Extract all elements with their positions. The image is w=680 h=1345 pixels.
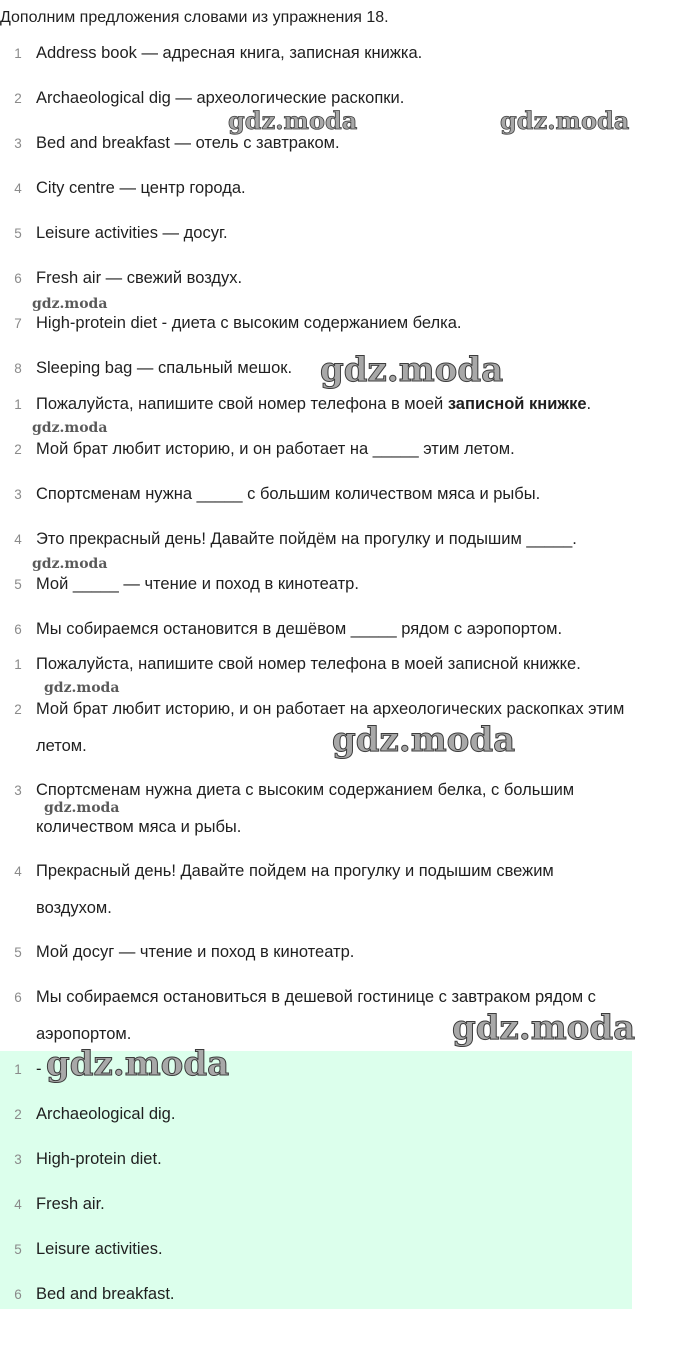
watermark: gdz.moda bbox=[228, 106, 358, 135]
item-text bbox=[36, 386, 676, 423]
list-item bbox=[0, 1231, 676, 1276]
item-text-bold: записной книжке bbox=[447, 395, 587, 413]
item-number: 7 bbox=[14, 316, 22, 331]
item-text: High-protein diet - диета с высоким содержанием белка. bbox=[36, 314, 462, 332]
item-text-line1: Спортсменам нужна диета с высоким содержанием белка, с большим bbox=[36, 781, 575, 799]
watermark: gdz.moda bbox=[452, 1008, 636, 1048]
completed-sentences-list bbox=[0, 646, 676, 1060]
list-item bbox=[0, 566, 676, 611]
item-number: 4 bbox=[14, 181, 22, 196]
item-text: Fresh air — свежий воздух. bbox=[36, 269, 243, 287]
item-number: 2 bbox=[14, 702, 22, 717]
item-text: Это прекрасный день! Давайте пойдём на прогулку и подышим _____. bbox=[36, 530, 577, 548]
list-item bbox=[0, 35, 676, 80]
item-number: 1 bbox=[14, 46, 22, 61]
item-number: 5 bbox=[14, 577, 22, 592]
list-item bbox=[0, 431, 676, 476]
list-item bbox=[0, 215, 676, 260]
item-text: Спортсменам нужна _____ с большим количеством мяса и рыбы. bbox=[36, 485, 541, 503]
answers-list bbox=[0, 1051, 676, 1321]
phrases-list bbox=[0, 35, 676, 395]
item-text: Пожалуйста, напишите свой номер телефона в моей записной книжке. bbox=[36, 655, 581, 673]
watermark: gdz.moda bbox=[500, 106, 630, 135]
item-text: Мой брат любит историю, и он работает на археологических раскопках этим летом. bbox=[36, 700, 625, 755]
item-text: Bed and breakfast — отель с завтраком. bbox=[36, 134, 340, 152]
item-number: 4 bbox=[14, 864, 22, 879]
item-number: 6 bbox=[14, 990, 22, 1005]
item-number: 3 bbox=[14, 487, 22, 502]
item-text: Мой _____ — чтение и поход в кинотеатр. bbox=[36, 575, 359, 593]
watermark: gdz.moda bbox=[44, 680, 120, 696]
item-text: Archaeological dig — археологические раскопки. bbox=[36, 89, 405, 107]
item-number: 4 bbox=[14, 532, 22, 547]
watermark: gdz.moda bbox=[320, 350, 504, 390]
item-number: 2 bbox=[14, 442, 22, 457]
item-text: Archaeological dig. bbox=[36, 1105, 176, 1123]
item-number: 1 bbox=[14, 1062, 22, 1077]
list-item bbox=[0, 1096, 676, 1141]
watermark: gdz.moda bbox=[46, 1044, 230, 1084]
watermark: gdz.moda bbox=[44, 800, 120, 816]
item-text: Address book — адресная книга, записная книжка. bbox=[36, 44, 423, 62]
item-number: 5 bbox=[14, 1242, 22, 1257]
watermark: gdz.moda bbox=[32, 296, 108, 312]
item-text: Мы собираемся остановится в дешёвом _____ рядом с аэропортом. bbox=[36, 620, 563, 638]
item-text: Мы собираемся остановиться в дешевой гостинице с завтраком рядом с аэропортом. bbox=[36, 988, 596, 1043]
item-text: Leisure activities — досуг. bbox=[36, 224, 228, 242]
item-text: - bbox=[36, 1060, 42, 1078]
list-item bbox=[0, 476, 676, 521]
item-number: 1 bbox=[14, 397, 22, 412]
item-text: Прекрасный день! Давайте пойдем на прогулку и подышим свежим воздухом. bbox=[36, 862, 554, 917]
item-number: 6 bbox=[14, 622, 22, 637]
item-text: Sleeping bag — спальный мешок. bbox=[36, 359, 293, 377]
item-number: 3 bbox=[14, 136, 22, 151]
item-text: Leisure activities. bbox=[36, 1240, 163, 1258]
item-number: 8 bbox=[14, 361, 22, 376]
item-number: 2 bbox=[14, 1107, 22, 1122]
item-number: 2 bbox=[14, 91, 22, 106]
watermark: gdz.moda bbox=[332, 720, 516, 760]
item-text: City centre — центр города. bbox=[36, 179, 246, 197]
list-item bbox=[0, 170, 676, 215]
exercise-intro: Дополним предложения словами из упражнения 18. bbox=[0, 9, 389, 26]
watermark: gdz.moda bbox=[32, 556, 108, 572]
item-text-after: . bbox=[586, 395, 592, 413]
watermark: gdz.moda bbox=[32, 420, 108, 436]
item-text: Bed and breakfast. bbox=[36, 1285, 175, 1303]
list-item bbox=[0, 1186, 676, 1231]
list-item bbox=[0, 1276, 676, 1321]
item-text: Мой досуг — чтение и поход в кинотеатр. bbox=[36, 943, 355, 961]
item-number: 6 bbox=[14, 271, 22, 286]
item-text: Fresh air. bbox=[36, 1195, 105, 1213]
item-number: 3 bbox=[14, 1152, 22, 1167]
item-number: 1 bbox=[14, 657, 22, 672]
item-text: Мой брат любит историю, и он работает на _____ этим летом. bbox=[36, 440, 515, 458]
list-item bbox=[0, 934, 676, 979]
item-number: 5 bbox=[14, 226, 22, 241]
list-item bbox=[0, 1141, 676, 1186]
item-number: 4 bbox=[14, 1197, 22, 1212]
item-text-line2: количеством мяса и рыбы. bbox=[36, 818, 242, 836]
list-item bbox=[0, 853, 676, 934]
item-number: 6 bbox=[14, 1287, 22, 1302]
item-number: 5 bbox=[14, 945, 22, 960]
item-text-before: Пожалуйста, напишите свой номер телефона в моей bbox=[36, 395, 448, 413]
item-text: High-protein diet. bbox=[36, 1150, 162, 1168]
item-text bbox=[36, 772, 676, 845]
item-number: 3 bbox=[14, 783, 22, 798]
